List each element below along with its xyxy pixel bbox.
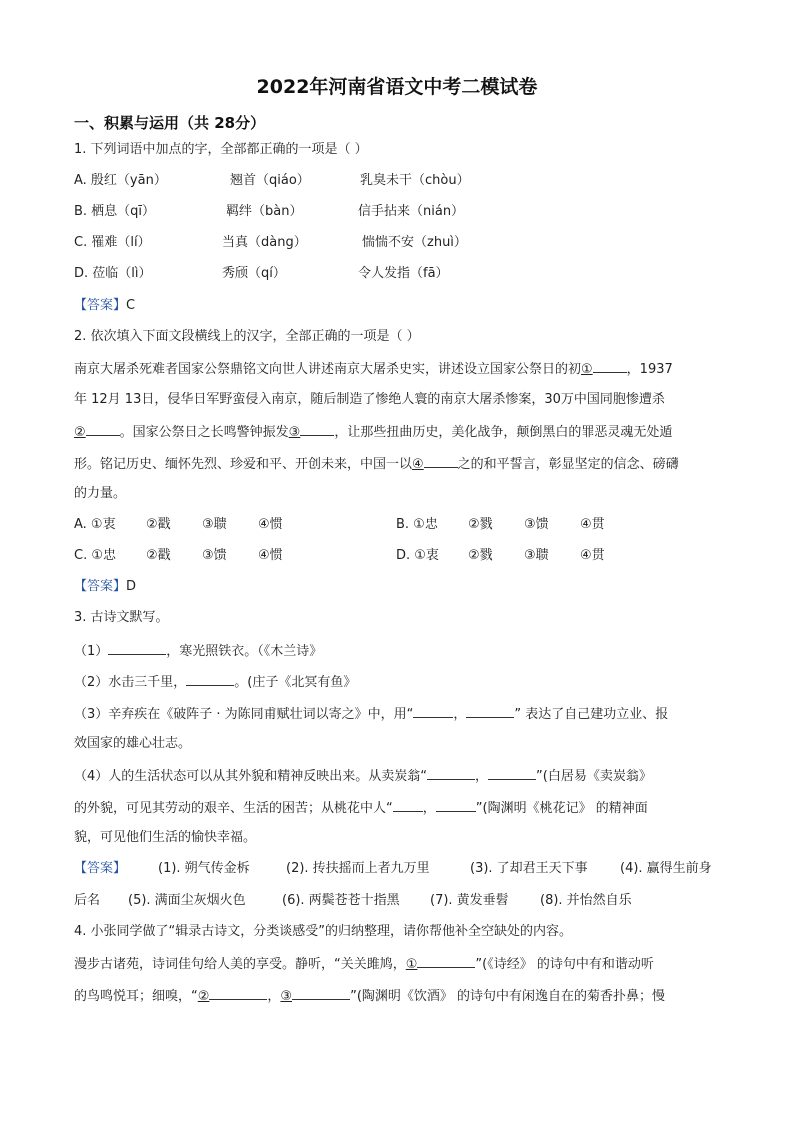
blank	[436, 797, 476, 812]
q3-answer-7: (7). 黄发垂髫	[430, 893, 509, 908]
q3-answer-label: 【答案】	[74, 861, 127, 876]
q3-item-1: （1） ，寒光照铁衣。（《木兰诗》	[74, 640, 322, 662]
q2-passage-line-5: 的力量。	[74, 486, 127, 501]
q3-answer-4-cont: 后名	[74, 893, 101, 908]
page-title: 2022年河南省语文中考二模试卷	[256, 76, 538, 98]
q4-stem: 4. 小张同学做了“辑录古诗文，分类谈感受”的归纳整理，请你帮他补全空缺处的内容。	[74, 924, 573, 939]
q2-stem: 2. 依次填入下面文段横线上的汉字，全部正确的一项是（ ）	[74, 329, 420, 344]
q3-answer-4: (4). 赢得生前身	[620, 861, 712, 876]
q3-answer-2: (2). 抟扶摇而上者九万里	[286, 861, 430, 876]
q3-answer-3: (3). 了却君王天下事	[470, 861, 588, 876]
q2-option-b-1: B. ①忠	[396, 517, 438, 532]
q2-option-a-3: ③聩	[202, 517, 227, 532]
q2-option-d-4: ④贯	[580, 548, 605, 563]
q2-option-d-2: ②戮	[468, 548, 493, 563]
blank-marker-3: ③	[280, 989, 293, 1004]
q4-passage-line-1: 漫步古诸苑，诗词佳句给人美的享受。静听，“关关雎鸠，① ”(《诗经》 的诗句中有和谐动听	[74, 953, 654, 975]
q1-option-c-2: 当真（dàng）	[222, 235, 307, 250]
q2-passage-line-4: 形。铭记历史、缅怀先烈、珍爱和平、开创未来，中国一以④ 之的和平誓言，彰显坚定的信念、磅礴	[74, 453, 679, 475]
q1-option-a-3: 乳臭未干（chòu）	[360, 173, 470, 188]
answer-label: 【答案】	[74, 298, 127, 313]
q3-answer-1: (1). 朔气传金柝	[158, 861, 250, 876]
blank	[186, 671, 234, 686]
blank-marker-1: ①	[405, 957, 418, 972]
blank-1	[593, 358, 627, 373]
q1-stem: 1. 下列词语中加点的字，全部都正确的一项是（ ）	[74, 142, 368, 157]
q3-stem: 3. 古诗文默写。	[74, 610, 169, 625]
q2-passage-line-2: 年 12月 13日，侵华日军野蛮侵入南京，随后制造了惨绝人寰的南京大屠杀惨案，30万中国同胞惨遭杀	[74, 392, 665, 407]
blank-marker-1: ①	[581, 362, 593, 377]
q3-answer-6: (6). 两鬓苍苍十指黑	[282, 893, 400, 908]
q3-answer-5: (5). 满面尘灰烟火色	[128, 893, 246, 908]
q1-option-a-1: A. 殷红（yān）	[74, 173, 167, 188]
q2-option-b-3: ③馈	[524, 517, 549, 532]
q3-answer-8: (8). 并怡然自乐	[540, 893, 632, 908]
q2-option-a-1: A. ①衷	[74, 517, 116, 532]
q3-item-4: （4）人的生活状态可以从其外貌和精神反映出来。从卖炭翁“ ， ”(白居易《卖炭翁》	[74, 765, 652, 787]
blank	[393, 797, 423, 812]
section-heading: 一、积累与运用（共 28分）	[74, 114, 266, 132]
q1-option-b-3: 信手拈来（nián）	[358, 204, 465, 219]
q2-option-c-4: ④惯	[258, 548, 283, 563]
q1-option-b-1: B. 栖息（qī）	[74, 204, 156, 219]
q3-item-3: （3）辛弃疾在《破阵子 · 为陈同甫赋壮词以寄之》中，用“ ， ” 表达了自己建功立业、报	[74, 703, 668, 725]
blank	[466, 703, 514, 718]
answer-value: D	[126, 579, 137, 594]
blank-2	[86, 421, 120, 436]
q3-item-4-end: 貌，可见他们生活的愉快幸福。	[74, 830, 257, 845]
blank-marker-3: ③	[288, 425, 301, 440]
answer-value: C	[126, 298, 136, 313]
q1-answer	[74, 296, 135, 316]
q1-option-d-3: 令人发指（fā）	[358, 266, 449, 281]
q2-option-a-2: ②戳	[146, 517, 171, 532]
q1-option-d-2: 秀颀（qí）	[222, 266, 286, 281]
q1-option-c-3: 惴惴不安（zhuì）	[362, 235, 467, 250]
q2-option-a-4: ④惯	[258, 517, 283, 532]
blank	[488, 765, 536, 780]
blank-4	[424, 453, 458, 468]
q4-passage-line-2: 的鸟鸣悦耳；细嗅，“② ，③ ”(陶渊明《饮酒》 的诗句中有闲逸自在的菊香扑鼻；慢	[74, 985, 665, 1007]
blank-1	[417, 953, 475, 968]
answer-label: 【答案】	[74, 579, 127, 594]
blank-marker-4: ④	[412, 457, 424, 472]
q2-option-d-3: ③聩	[524, 548, 549, 563]
blank-marker-2: ②	[197, 989, 210, 1004]
blank-2	[209, 985, 267, 1000]
blank	[427, 765, 475, 780]
q2-passage-line-3: ② 。国家公祭日之长鸣警钟振发③ ，让那些扭曲历史，美化战争，颠倒黑白的罪恶灵魂无处遁	[74, 421, 672, 443]
q3-item-2: （2）水击三千里， 。(庄子《北冥有鱼》	[74, 671, 356, 693]
q2-option-c-3: ③馈	[202, 548, 227, 563]
q2-option-c-2: ②戳	[146, 548, 171, 563]
q1-option-c-1: C. 罹难（lí）	[74, 235, 151, 250]
blank	[413, 703, 453, 718]
q1-option-a-2: 翘首（qiáo）	[230, 173, 310, 188]
q3-item-4-cont: 的外貌，可见其劳动的艰辛、生活的困苦；从桃花中人“ ， ”(陶渊明《桃花记》 的精神面	[74, 797, 648, 819]
q2-option-d-1: D. ①衷	[396, 548, 439, 563]
blank-3	[292, 985, 350, 1000]
q1-option-b-2: 羁绊（bàn）	[226, 204, 303, 219]
blank	[108, 640, 166, 655]
q2-answer	[74, 577, 136, 597]
blank-marker-2: ②	[74, 425, 86, 440]
q1-option-d-1: D. 莅临（lì）	[74, 266, 152, 281]
q2-passage-line-1: 南京大屠杀死难者国家公祭鼎铭文向世人讲述南京大屠杀史实，讲述设立国家公祭日的初① ，1937	[74, 358, 673, 380]
q3-item-3-cont: 效国家的雄心壮志。	[74, 736, 192, 751]
q2-option-b-2: ②戮	[468, 517, 493, 532]
q2-option-c-1: C. ①忠	[74, 548, 116, 563]
blank-3	[300, 421, 334, 436]
q2-option-b-4: ④贯	[580, 517, 605, 532]
